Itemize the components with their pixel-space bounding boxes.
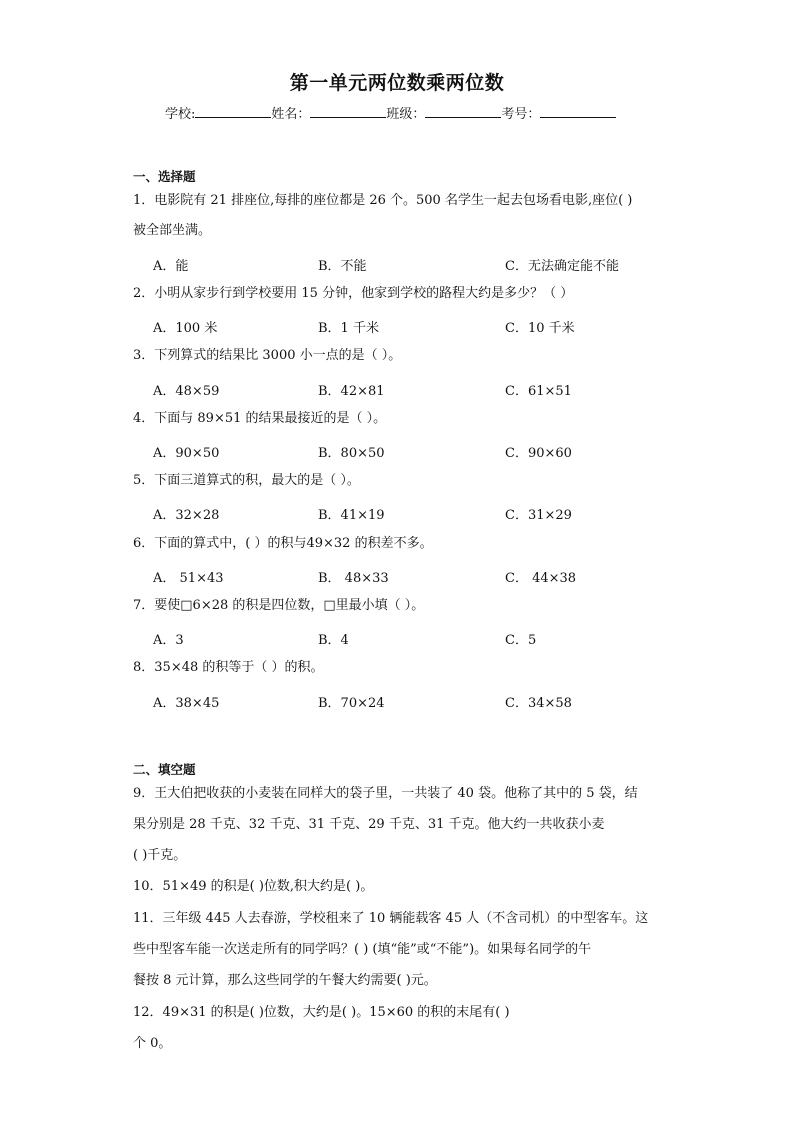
- question-12-line-2: 个 0。: [133, 1036, 172, 1051]
- exam-no-blank[interactable]: [540, 105, 616, 118]
- class-blank[interactable]: [425, 105, 501, 118]
- question-8-option-c[interactable]: C．34×58: [505, 696, 572, 711]
- question-2-option-a[interactable]: A．100 米: [153, 321, 218, 336]
- question-5-option-a[interactable]: A．32×28: [153, 508, 220, 523]
- question-10: 10．51×49 的积是( )位数,积大约是( )。: [133, 879, 374, 894]
- question-6-option-a[interactable]: A． 51×43: [153, 571, 224, 586]
- question-4: 4．下面与 89×51 的结果最接近的是（ ）。: [133, 411, 387, 426]
- class-label: 班级：: [386, 107, 426, 122]
- school-blank[interactable]: [195, 105, 271, 118]
- name-label: 姓名：: [271, 107, 311, 122]
- question-3-option-c[interactable]: C．61×51: [505, 384, 572, 399]
- question-6-option-b[interactable]: B． 48×33: [318, 571, 389, 586]
- question-6: 6．下面的算式中，( ）的积与49×32 的积差不多。: [133, 536, 433, 551]
- question-2: 2．小明从家步行到学校要用 15 分钟，他家到学校的路程大约是多少？（ ）: [133, 286, 574, 301]
- exam-no-label: 考号：: [501, 107, 541, 122]
- question-11-line-3: 餐按 8 元计算，那么这些同学的午餐大约需要( )元。: [133, 973, 437, 988]
- question-2-option-c[interactable]: C．10 千米: [505, 321, 575, 336]
- question-7: 7．要使□6×28 的积是四位数，□里最小填（ ）。: [133, 598, 425, 613]
- name-blank[interactable]: [310, 105, 386, 118]
- question-1-option-b[interactable]: B．不能: [318, 259, 367, 274]
- question-11-line-1: 11．三年级 445 人去春游，学校租来了 10 辆能载客 45 人（不含司机）的中型客车。这: [133, 911, 649, 926]
- question-7-option-b[interactable]: B．4: [318, 633, 349, 648]
- question-11-line-2: 些中型客车能一次送走所有的同学吗？( ) (填“能”或“不能”)。如果每名同学的午: [133, 942, 592, 957]
- question-9-line-2: 果分别是 28 千克、32 千克、31 千克、29 千克、31 千克。他大约一共收获小麦: [133, 817, 605, 832]
- question-5: 5．下面三道算式的积，最大的是（ ）。: [133, 473, 360, 488]
- question-7-option-a[interactable]: A．3: [153, 633, 184, 648]
- question-1: 1．电影院有 21 排座位,每排的座位都是 26 个。500 名学生一起去包场看电影,座位( ): [133, 193, 633, 208]
- question-4-option-b[interactable]: B．80×50: [318, 446, 385, 461]
- section-heading-fill: 二、填空题: [133, 762, 196, 777]
- question-5-option-c[interactable]: C．31×29: [505, 508, 572, 523]
- question-3: 3．下列算式的结果比 3000 小一点的是（ ）。: [133, 348, 402, 363]
- question-8-option-a[interactable]: A．38×45: [153, 696, 220, 711]
- student-info-line: [165, 103, 616, 122]
- question-2-option-b[interactable]: B．1 千米: [318, 321, 379, 336]
- question-3-option-a[interactable]: A．48×59: [153, 384, 220, 399]
- question-9-line-3: ( )千克。: [133, 848, 187, 863]
- question-5-option-b[interactable]: B．41×19: [318, 508, 385, 523]
- question-1-continued: 被全部坐满。: [133, 223, 212, 238]
- question-12-line-1: 12．49×31 的积是( )位数，大约是( )。15×60 的积的末尾有( ): [133, 1005, 510, 1020]
- question-1-option-c[interactable]: C．无法确定能不能: [505, 259, 619, 274]
- question-8-option-b[interactable]: B．70×24: [318, 696, 385, 711]
- question-4-option-a[interactable]: A．90×50: [153, 446, 220, 461]
- page-title: 第一单元两位数乘两位数: [289, 72, 505, 94]
- section-heading-choice: 一、选择题: [133, 169, 196, 184]
- question-4-option-c[interactable]: C．90×60: [505, 446, 572, 461]
- question-6-option-c[interactable]: C． 44×38: [505, 571, 577, 586]
- school-label: 学校:: [165, 107, 196, 122]
- question-8: 8．35×48 的积等于（ ）的积。: [133, 660, 324, 675]
- question-7-option-c[interactable]: C．5: [505, 633, 537, 648]
- question-9-line-1: 9．王大伯把收获的小麦装在同样大的袋子里，一共装了 40 袋。他称了其中的 5 袋，结: [133, 786, 638, 801]
- question-3-option-b[interactable]: B．42×81: [318, 384, 385, 399]
- question-1-option-a[interactable]: A．能: [153, 259, 189, 274]
